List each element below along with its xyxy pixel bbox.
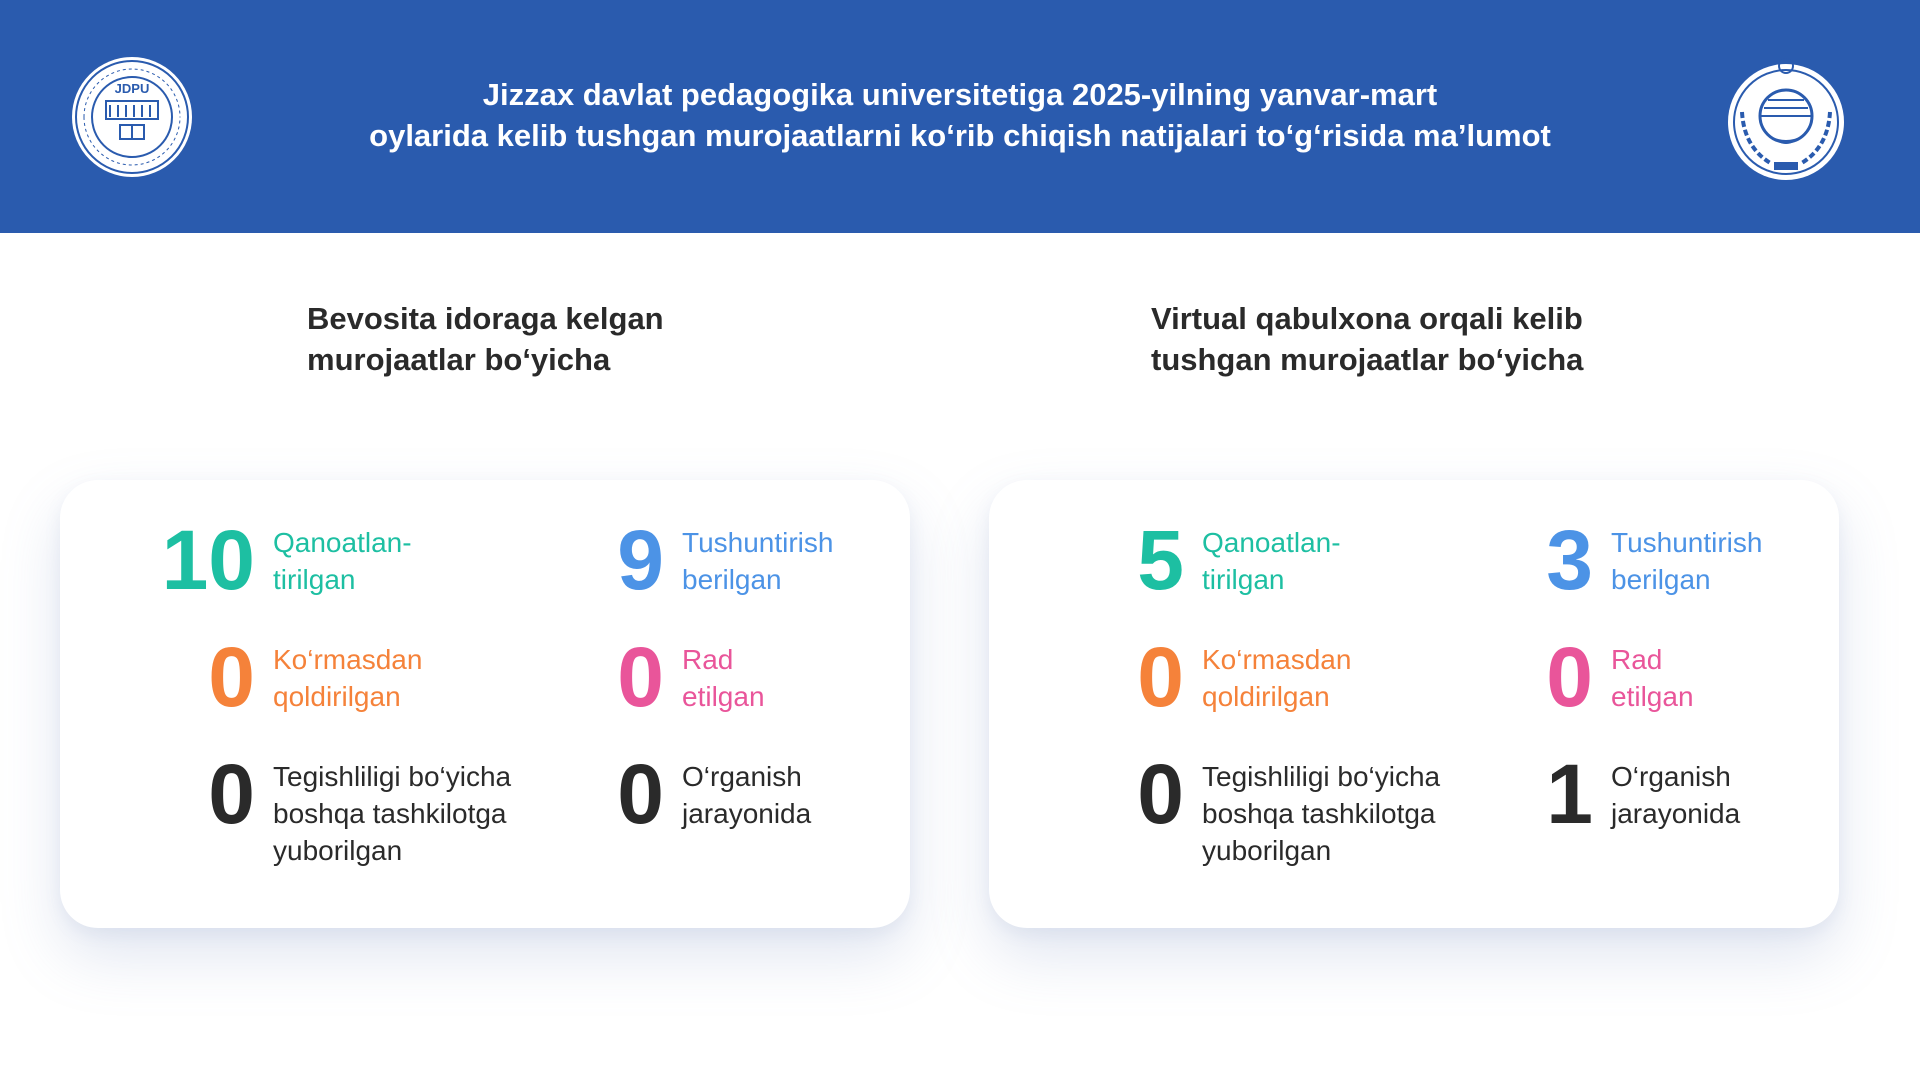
- stat-label: [682, 524, 833, 598]
- stat-label-line-1: Tegishliligi bo‘yicha: [273, 761, 512, 792]
- stat-label-line-2: qoldirilgan: [273, 681, 401, 712]
- stat-value: 0: [1137, 630, 1184, 724]
- stat-label-line-1: Ko‘rmasdan: [273, 644, 423, 675]
- stat-label-line-3: yuborilgan: [273, 835, 403, 866]
- stat-value: 9: [617, 513, 664, 607]
- header-banner: [0, 0, 1920, 233]
- stat-value: 3: [1546, 513, 1593, 607]
- stat-label: [1202, 641, 1351, 715]
- page-title-line-2: oylarida kelib tushgan murojaatlarni ko‘rib chiqish natijalari to‘g‘risida ma’lumot: [369, 118, 1551, 153]
- stat-label-line-2: etilgan: [682, 681, 765, 712]
- stat-value: 5: [1137, 513, 1184, 607]
- stat-label-line-2: berilgan: [682, 564, 782, 595]
- logo-text: JDPU: [114, 81, 150, 96]
- stat-label-line-1: Qanoatlan-: [1202, 527, 1341, 558]
- stat-label-line-2: boshqa tashkilotga: [1202, 798, 1436, 829]
- stat-label: [1611, 758, 1740, 832]
- stat-value: 0: [617, 630, 664, 724]
- stat-label-line-1: O‘rganish: [682, 761, 802, 792]
- stat-label-line-2: boshqa tashkilotga: [273, 798, 507, 829]
- stats-card-office: [60, 480, 910, 928]
- stat-value: 0: [208, 630, 255, 724]
- stat-label-line-2: jarayonida: [1611, 798, 1741, 829]
- stat-label: [682, 641, 765, 715]
- stat-label-line-1: Tushuntirish: [682, 527, 834, 558]
- stat-label-line-2: tirilgan: [273, 564, 356, 595]
- stat-value: 0: [208, 747, 255, 841]
- stat-label-line-2: jarayonida: [682, 798, 812, 829]
- page-title-line-1: Jizzax davlat pedagogika universitetiga 2025-yilning yanvar-mart: [482, 77, 1438, 112]
- stat-value: 10: [161, 513, 255, 607]
- stat-label: [273, 524, 412, 598]
- stat-label-line-2: etilgan: [1611, 681, 1694, 712]
- stat-label: [1202, 758, 1440, 869]
- section-title-office: [307, 298, 664, 380]
- stat-label: [1611, 641, 1694, 715]
- stat-label: [1611, 524, 1762, 598]
- section-title-line-2: tushgan murojaatlar bo‘yicha: [1151, 342, 1584, 377]
- stat-label-line-2: tirilgan: [1202, 564, 1285, 595]
- stat-value: 1: [1546, 747, 1593, 841]
- stat-label-line-1: O‘rganish: [1611, 761, 1731, 792]
- stat-value: 0: [617, 747, 664, 841]
- stat-label-line-2: berilgan: [1611, 564, 1711, 595]
- stat-label-line-1: Rad: [682, 644, 734, 675]
- stat-label: [273, 641, 422, 715]
- section-title-line-1: Bevosita idoraga kelgan: [307, 301, 664, 336]
- university-logo-icon: [70, 55, 194, 179]
- stat-label: [682, 758, 811, 832]
- stat-label-line-1: Ko‘rmasdan: [1202, 644, 1352, 675]
- section-title-virtual: [1151, 298, 1583, 380]
- page-title: [260, 74, 1660, 156]
- stat-value: 0: [1546, 630, 1593, 724]
- stat-label-line-1: Qanoatlan-: [273, 527, 412, 558]
- stat-label-line-1: Tushuntirish: [1611, 527, 1763, 558]
- stat-label-line-2: qoldirilgan: [1202, 681, 1330, 712]
- stat-value: 0: [1137, 747, 1184, 841]
- stat-label: [1202, 524, 1341, 598]
- stat-label: [273, 758, 511, 869]
- stat-label-line-1: Tegishliligi bo‘yicha: [1202, 761, 1441, 792]
- stats-card-virtual: [989, 480, 1839, 928]
- stat-label-line-3: yuborilgan: [1202, 835, 1332, 866]
- stat-label-line-1: Rad: [1611, 644, 1663, 675]
- state-emblem-icon: [1720, 52, 1852, 184]
- section-title-line-1: Virtual qabulxona orqali kelib: [1151, 301, 1583, 336]
- section-title-line-2: murojaatlar bo‘yicha: [307, 342, 611, 377]
